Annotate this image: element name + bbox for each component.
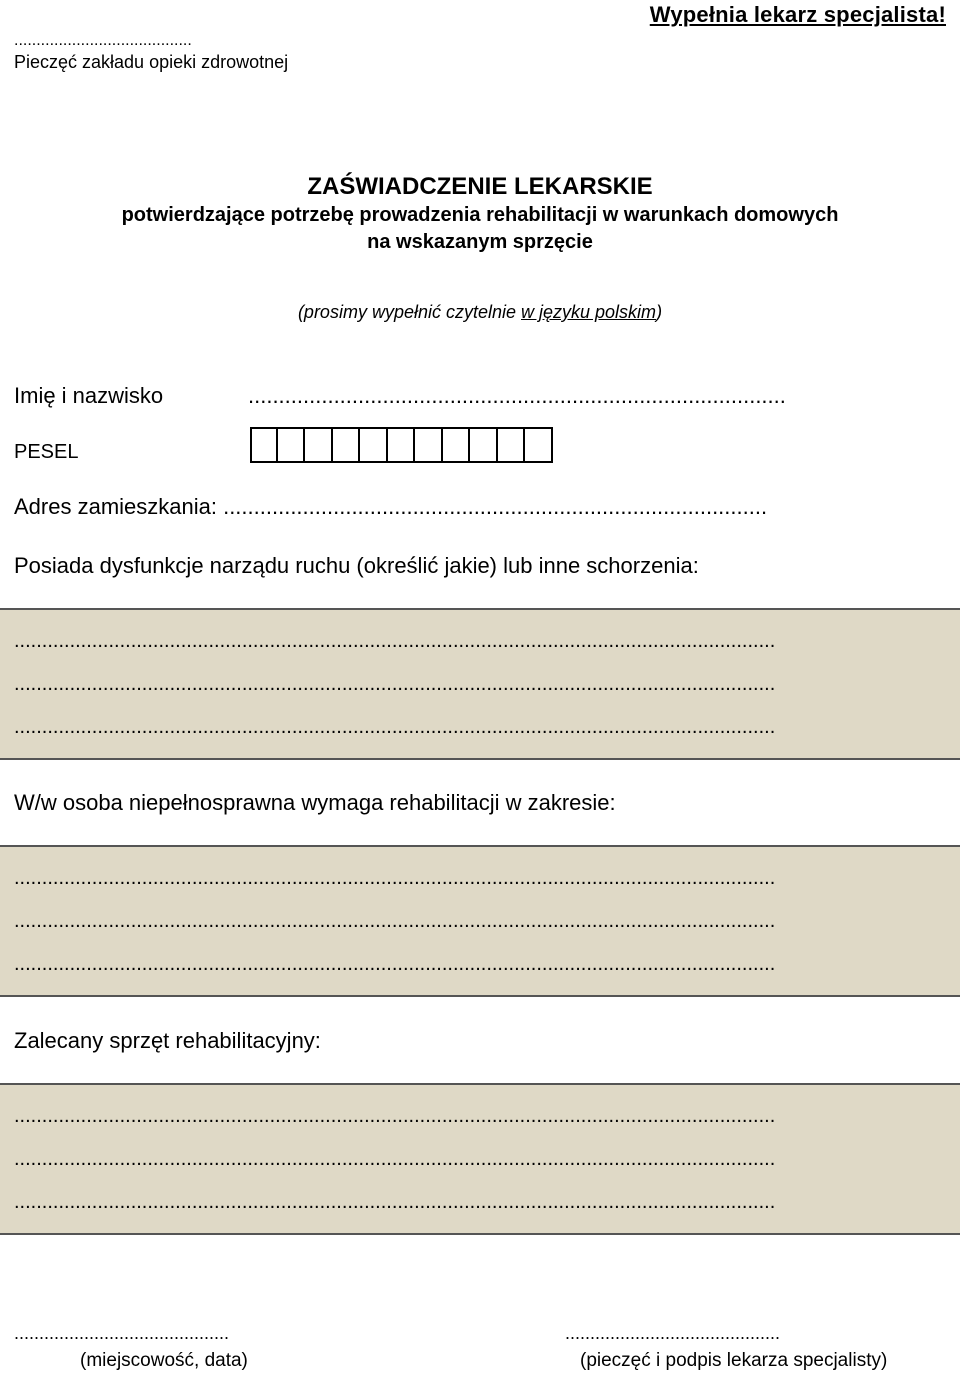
answer-line: ......................................................................................................................................... [14, 1191, 776, 1213]
pesel-digit-box[interactable] [250, 427, 278, 463]
pesel-digit-box[interactable] [278, 427, 306, 463]
address-field[interactable]: Adres zamieszkania: ......................................................................................... [14, 494, 768, 519]
name-field[interactable]: ........................................................................................ [248, 383, 786, 408]
name-label: Imię i nazwisko [14, 383, 164, 408]
dysfunction-label: Posiada dysfunkcje narządu ruchu (określić jakie) lub inne schorzenia: [14, 553, 699, 578]
place-date-line[interactable]: ........................................... [14, 1323, 230, 1343]
place-date-label: (miejscowość, data) [80, 1350, 248, 1371]
answer-line: ......................................................................................................................................... [14, 630, 776, 652]
rehab-scope-answer-area[interactable] [0, 845, 960, 997]
pesel-digit-box[interactable] [305, 427, 333, 463]
dysfunction-answer-area[interactable] [0, 608, 960, 760]
pesel-digit-box[interactable] [525, 427, 553, 463]
signature-line[interactable]: ........................................... [565, 1323, 781, 1343]
instruction-suffix: ) [656, 302, 663, 322]
signature-label: (pieczęć i podpis lekarza specjalisty) [580, 1350, 888, 1371]
answer-line: ......................................................................................................................................... [14, 867, 776, 889]
instruction-prefix: (prosimy wypełnić czytelnie [297, 302, 522, 322]
pesel-digit-box[interactable] [443, 427, 471, 463]
instruction-note [0, 302, 960, 323]
document-title: ZAŚWIADCZENIE LEKARSKIE [307, 173, 653, 200]
equipment-answer-area[interactable] [0, 1083, 960, 1235]
document-subtitle-line1: potwierdzające potrzebę prowadzenia rehabilitacji w warunkach domowych [121, 204, 839, 226]
pesel-digit-box[interactable] [470, 427, 498, 463]
pesel-digit-box[interactable] [415, 427, 443, 463]
answer-line: ......................................................................................................................................... [14, 910, 776, 932]
answer-line: ......................................................................................................................................... [14, 673, 776, 695]
pesel-digit-box[interactable] [388, 427, 416, 463]
stamp-dots: ........................................ [14, 32, 192, 49]
pesel-digit-box[interactable] [498, 427, 526, 463]
instruction-underlined: w języku polskim [521, 302, 657, 322]
specialist-notice: Wypełnia lekarz specjalista! [649, 2, 946, 27]
title-block [0, 172, 960, 256]
answer-line: ......................................................................................................................................... [14, 1105, 776, 1127]
answer-line: ......................................................................................................................................... [14, 953, 776, 975]
answer-line: ......................................................................................................................................... [14, 716, 776, 738]
document-subtitle-line2: na wskazanym sprzęcie [367, 231, 593, 253]
stamp-label: Pieczęć zakładu opieki zdrowotnej [14, 52, 289, 72]
equipment-label: Zalecany sprzęt rehabilitacyjny: [14, 1028, 321, 1053]
pesel-field[interactable] [250, 427, 553, 463]
pesel-digit-box[interactable] [360, 427, 388, 463]
rehab-scope-label: W/w osoba niepełnosprawna wymaga rehabilitacji w zakresie: [14, 790, 616, 815]
pesel-digit-box[interactable] [333, 427, 361, 463]
answer-line: ......................................................................................................................................... [14, 1148, 776, 1170]
pesel-label: PESEL [14, 441, 79, 463]
